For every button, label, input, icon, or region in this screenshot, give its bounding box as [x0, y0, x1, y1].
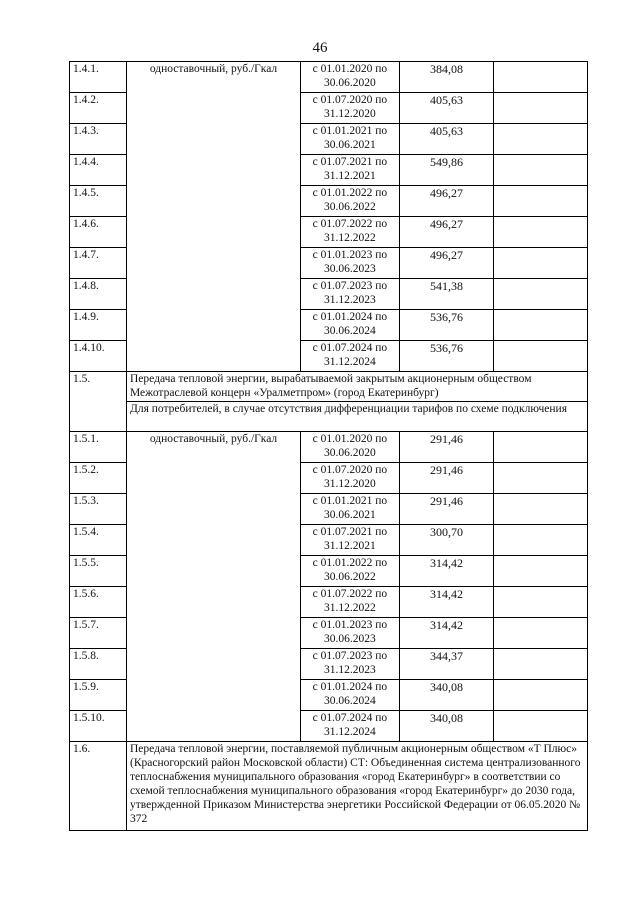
- empty-cell: [494, 649, 588, 680]
- section-text: Передача тепловой энергии, поставляемой публичным акционерным обществом «Т Плюс» (Красногорский район Московской области) СТ: Объединенная система централизованного теплоснабжения муниципального образования «город Екатеринбург» в соответствии со схемой теплоснабжения муниципального образования «город Екатеринбург» до 2030 года, утвержденной Приказом Министерства энергетики Российской Федерации от 06.05.2020 № 372: [126, 742, 587, 831]
- tariff-value: 291,46: [399, 494, 494, 525]
- period-start: с 01.07.2021 по: [312, 156, 388, 168]
- period-cell: [301, 155, 400, 186]
- empty-cell: [494, 124, 588, 155]
- period-start: с 01.07.2023 по: [312, 280, 388, 292]
- period-end: 30.06.2021: [323, 139, 376, 151]
- period-end: 30.06.2020: [323, 77, 376, 89]
- tariff-table: [69, 61, 588, 831]
- period-end: 30.06.2023: [323, 633, 376, 645]
- section-title: Передача тепловой энергии, вырабатываемой закрытым акционерным обществом Межотраслевой концерн «Уралметпром» (город Екатеринбург): [126, 372, 587, 402]
- row-number: 1.4.8.: [70, 279, 127, 310]
- empty-cell: [494, 155, 588, 186]
- period-end: 31.12.2023: [323, 664, 376, 676]
- period-cell: [301, 711, 400, 742]
- section-number: 1.5.: [70, 372, 127, 432]
- empty-cell: [494, 494, 588, 525]
- row-number: 1.5.9.: [70, 680, 127, 711]
- period-start: с 01.01.2022 по: [312, 557, 388, 569]
- page-number: 46: [312, 40, 328, 56]
- tariff-value: 340,08: [399, 711, 494, 742]
- row-number: 1.4.6.: [70, 217, 127, 248]
- period-start: с 01.01.2024 по: [312, 681, 388, 693]
- rate-type-cell: одноставочный, руб./Гкал: [126, 432, 300, 742]
- section-subheader-row: [70, 402, 588, 432]
- empty-cell: [494, 248, 588, 279]
- section-number: 1.6.: [70, 742, 127, 831]
- row-number: 1.4.10.: [70, 341, 127, 372]
- period-end: 30.06.2024: [323, 695, 376, 707]
- empty-cell: [494, 217, 588, 248]
- row-number: 1.4.4.: [70, 155, 127, 186]
- period-cell: [301, 341, 400, 372]
- table-row: [70, 62, 588, 93]
- row-number: 1.5.2.: [70, 463, 127, 494]
- period-cell: [301, 587, 400, 618]
- period-end: 30.06.2021: [323, 509, 376, 521]
- period-cell: [301, 432, 400, 463]
- period-start: с 01.07.2020 по: [312, 464, 388, 476]
- empty-cell: [494, 341, 588, 372]
- period-cell: [301, 494, 400, 525]
- tariff-value: 536,76: [399, 341, 494, 372]
- period-end: 30.06.2023: [323, 263, 376, 275]
- empty-cell: [494, 525, 588, 556]
- period-end: 30.06.2022: [323, 201, 376, 213]
- section-header-row: [70, 742, 588, 831]
- period-start: с 01.07.2024 по: [312, 342, 388, 354]
- tariff-value: 405,63: [399, 93, 494, 124]
- period-end: 30.06.2022: [323, 571, 376, 583]
- empty-cell: [494, 556, 588, 587]
- period-start: с 01.07.2022 по: [312, 218, 388, 230]
- tariff-value: 536,76: [399, 310, 494, 341]
- tariff-value: 549,86: [399, 155, 494, 186]
- empty-cell: [494, 680, 588, 711]
- row-number: 1.5.4.: [70, 525, 127, 556]
- row-number: 1.5.1.: [70, 432, 127, 463]
- empty-cell: [494, 62, 588, 93]
- period-cell: [301, 62, 400, 93]
- tariff-value: 496,27: [399, 217, 494, 248]
- period-cell: [301, 649, 400, 680]
- empty-cell: [494, 618, 588, 649]
- period-cell: [301, 279, 400, 310]
- empty-cell: [494, 711, 588, 742]
- empty-cell: [494, 186, 588, 217]
- row-number: 1.5.8.: [70, 649, 127, 680]
- period-start: с 01.07.2023 по: [312, 650, 388, 662]
- row-number: 1.4.7.: [70, 248, 127, 279]
- row-number: 1.4.9.: [70, 310, 127, 341]
- period-end: 31.12.2024: [323, 726, 376, 738]
- period-end: 30.06.2024: [323, 325, 376, 337]
- tariff-value: 340,08: [399, 680, 494, 711]
- period-cell: [301, 525, 400, 556]
- tariff-value: 405,63: [399, 124, 494, 155]
- row-number: 1.4.2.: [70, 93, 127, 124]
- period-start: с 01.01.2021 по: [312, 495, 388, 507]
- period-start: с 01.07.2021 по: [312, 526, 388, 538]
- period-cell: [301, 680, 400, 711]
- period-cell: [301, 618, 400, 649]
- period-cell: [301, 310, 400, 341]
- empty-cell: [494, 587, 588, 618]
- period-cell: [301, 248, 400, 279]
- period-end: 31.12.2022: [323, 232, 376, 244]
- period-cell: [301, 556, 400, 587]
- period-start: с 01.01.2022 по: [312, 187, 388, 199]
- empty-cell: [494, 279, 588, 310]
- row-number: 1.5.7.: [70, 618, 127, 649]
- period-start: с 01.01.2023 по: [312, 619, 388, 631]
- period-start: с 01.01.2020 по: [312, 433, 388, 445]
- period-start: с 01.07.2020 по: [312, 94, 388, 106]
- period-end: 31.12.2021: [323, 540, 376, 552]
- section-header-row: [70, 372, 588, 402]
- tariff-value: 314,42: [399, 587, 494, 618]
- period-start: с 01.01.2021 по: [312, 125, 388, 137]
- period-start: с 01.01.2020 по: [312, 63, 388, 75]
- period-start: с 01.07.2022 по: [312, 588, 388, 600]
- period-cell: [301, 186, 400, 217]
- empty-cell: [494, 463, 588, 494]
- empty-cell: [494, 310, 588, 341]
- period-end: 30.06.2020: [323, 447, 376, 459]
- period-end: 31.12.2024: [323, 356, 376, 368]
- tariff-value: 384,08: [399, 62, 494, 93]
- table-row: [70, 432, 588, 463]
- period-end: 31.12.2023: [323, 294, 376, 306]
- tariff-value: 314,42: [399, 618, 494, 649]
- tariff-value: 344,37: [399, 649, 494, 680]
- period-cell: [301, 217, 400, 248]
- period-end: 31.12.2021: [323, 170, 376, 182]
- period-end: 31.12.2020: [323, 478, 376, 490]
- tariff-value: 300,70: [399, 525, 494, 556]
- row-number: 1.4.1.: [70, 62, 127, 93]
- period-end: 31.12.2022: [323, 602, 376, 614]
- row-number: 1.5.5.: [70, 556, 127, 587]
- period-start: с 01.01.2024 по: [312, 311, 388, 323]
- empty-cell: [494, 432, 588, 463]
- row-number: 1.5.3.: [70, 494, 127, 525]
- row-number: 1.5.6.: [70, 587, 127, 618]
- period-start: с 01.01.2023 по: [312, 249, 388, 261]
- section-subtitle: Для потребителей, в случае отсутствия дифференциации тарифов по схеме подключения: [126, 402, 587, 432]
- empty-cell: [494, 93, 588, 124]
- tariff-value: 541,38: [399, 279, 494, 310]
- tariff-value: 291,46: [399, 463, 494, 494]
- tariff-value: 291,46: [399, 432, 494, 463]
- row-number: 1.4.5.: [70, 186, 127, 217]
- row-number: 1.5.10.: [70, 711, 127, 742]
- tariff-value: 314,42: [399, 556, 494, 587]
- period-cell: [301, 124, 400, 155]
- period-cell: [301, 93, 400, 124]
- tariff-value: 496,27: [399, 248, 494, 279]
- period-start: с 01.07.2024 по: [312, 712, 388, 724]
- period-cell: [301, 463, 400, 494]
- tariff-value: 496,27: [399, 186, 494, 217]
- row-number: 1.4.3.: [70, 124, 127, 155]
- rate-type-cell: одноставочный, руб./Гкал: [126, 62, 300, 372]
- period-end: 31.12.2020: [323, 108, 376, 120]
